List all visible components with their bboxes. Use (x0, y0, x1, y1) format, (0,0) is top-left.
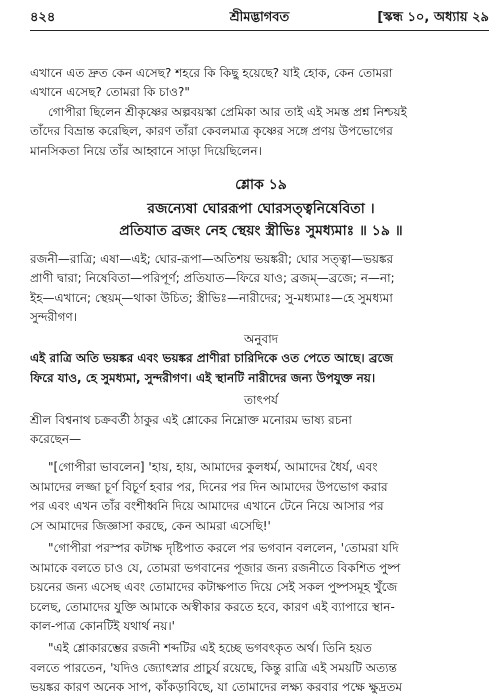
purport-line: চলেছ, তোমাদের যুক্তি আমাকে অস্বীকার করতে হবে, কারণ এই ব্যাপারে স্থান- (30, 600, 395, 614)
intro-line: মানসিকতা নিয়ে তাঁর আহ্বানে সাড়া দিয়েছিলেন। (30, 144, 262, 158)
purport-line: "[গোপীরা ভাবলেন] 'হায়, হায়, আমাদের কুলধর্ম, আমাদের ধৈর্য, এবং (48, 460, 378, 474)
purport-line: চয়নের জন্য এসেছ এবং তোমাদের কটাক্ষপাত দিয়ে সেই সকল পুষ্পসমূহ খুঁজে (30, 580, 398, 594)
synonyms-line: সুন্দরীগণ। (30, 310, 78, 324)
purport-line: কাল-পাত্র কোনটিই যথার্থ নয়।' (30, 619, 175, 633)
verse-line: প্রতিযাত ব্রজং নেহ স্থেয়ং স্ত্রীভিঃ সুমধ্যমাঃ ॥ ১৯ ॥ (119, 223, 403, 239)
synonyms-line: রজনী—রাত্রি; এষা—এই; ঘোর-রূপা—অতিশয় ভয়ঙ্করী; ঘোর সত্ত্বা—ভয়ঙ্কর (30, 252, 394, 266)
verse-line: রজন্যেষা ঘোররূপা ঘোরসত্ত্বনিষেবিতা । (147, 201, 375, 217)
intro-line: এখানে এসেছ? তোমরা কি চাও?" (30, 85, 190, 99)
purport-heading: তাৎপর্য (244, 393, 278, 407)
synonyms-line: প্রাণী দ্বারা; নিষেবিতা—পরিপূর্ণ; প্রতিযাত—ফিরে যাও; ব্রজম্—ব্রজে; ন—না; (30, 271, 395, 285)
synonyms-line: ইহ—এখানে; স্থেয়ম্—থাকা উচিত; স্ত্রীভিঃ—নারীদের; সু-মধ্যমাঃ—হে সুমধ্যমা (30, 291, 393, 305)
verse-heading: শ্লোক ১৯ (235, 177, 287, 193)
translation-line: ফিরে যাও, হে সুমধ্যমা, সুন্দরীগণ। এই স্থানটি নারীদের জন্য উপযুক্ত নয়। (30, 371, 376, 385)
purport-line: "গোপীরা পরস্পর কটাক্ষ দৃষ্টিপাত করলে পর ভগবান বললেন, 'তোমরা যদি (48, 541, 399, 555)
translation-heading: অনুবাদ (243, 332, 279, 346)
intro-line: এখানে এত দ্রুত কেন এসেছ? শহরে কি কিছু হয়েছে? যাই হোক, কেন তোমরা (30, 66, 393, 80)
purport-line: বলতে পারতেন, 'যদিও জ্যোৎস্নার প্রাচুর্য রয়েছে, কিন্তু রাত্রি এই সময়টি অত্যন্ত (30, 661, 397, 675)
book-title: শ্রীমদ্ভাগবত (229, 10, 290, 25)
translation-line: এই রাত্রি অতি ভয়ঙ্কর এবং ভয়ঙ্কর প্রাণীরা চারিদিকে ওত পেতে আছে। ব্রজে (30, 351, 393, 365)
purport-line: শ্রীল বিশ্বনাথ চক্রবর্তী ঠাকুর এই শ্লোকের নিম্নোক্ত মনোরম ভাষ্য রচনা (30, 413, 352, 427)
page-number: ৪২৪ (30, 10, 56, 25)
purport-line: আমাদের লজ্জা চূর্ণ বিচূর্ণ হবার পর, দিনের পর দিন আমাদের উপভোগ করার (30, 480, 388, 494)
purport-line: সে আমাদের জিজ্ঞাসা করছে, কেন আমরা এসেছি!' (30, 519, 271, 533)
intro-line: গোপীরা ছিলেন শ্রীকৃষ্ণের অল্পবয়স্কা প্রেমিকা আর তাই এই সমস্ত প্রশ্ন নিশ্চয়ই (48, 105, 407, 119)
purport-line: আমাকে বলতে চাও যে, তোমরা ভগবানের পূজার জন্য রজনীতে বিকশিত পুষ্প (30, 561, 401, 575)
section-reference: [স্কন্ধ ১০, অধ্যায় ২৯ (377, 10, 489, 25)
intro-line: তাঁদের বিভ্রান্ত করেছিল, কারণ তাঁরা কেবলমাত্র কৃষ্ণের সঙ্গে প্রণয় উপভোগের (30, 124, 393, 138)
purport-line: ভয়ঙ্কর কারণ অনেক সাপ, কাঁকড়াবিছে, যা তোমাদের লক্ষ্য করবার পক্ষে ক্ষুদ্রতম (30, 680, 403, 694)
purport-line: পর এবং এখন তাঁর বংশীধ্বনি দিয়ে আমাদের এখানে টেনে নিয়ে আসার পর (30, 499, 384, 513)
running-header (30, 8, 489, 28)
header-rule (30, 30, 489, 31)
purport-line: "এই শ্লোকারম্ভের রজনী শব্দটির এই হচ্ছে ভগবৎকৃত অর্থ। তিনি হয়ত (48, 641, 372, 655)
purport-line: করেছেন— (30, 432, 82, 446)
